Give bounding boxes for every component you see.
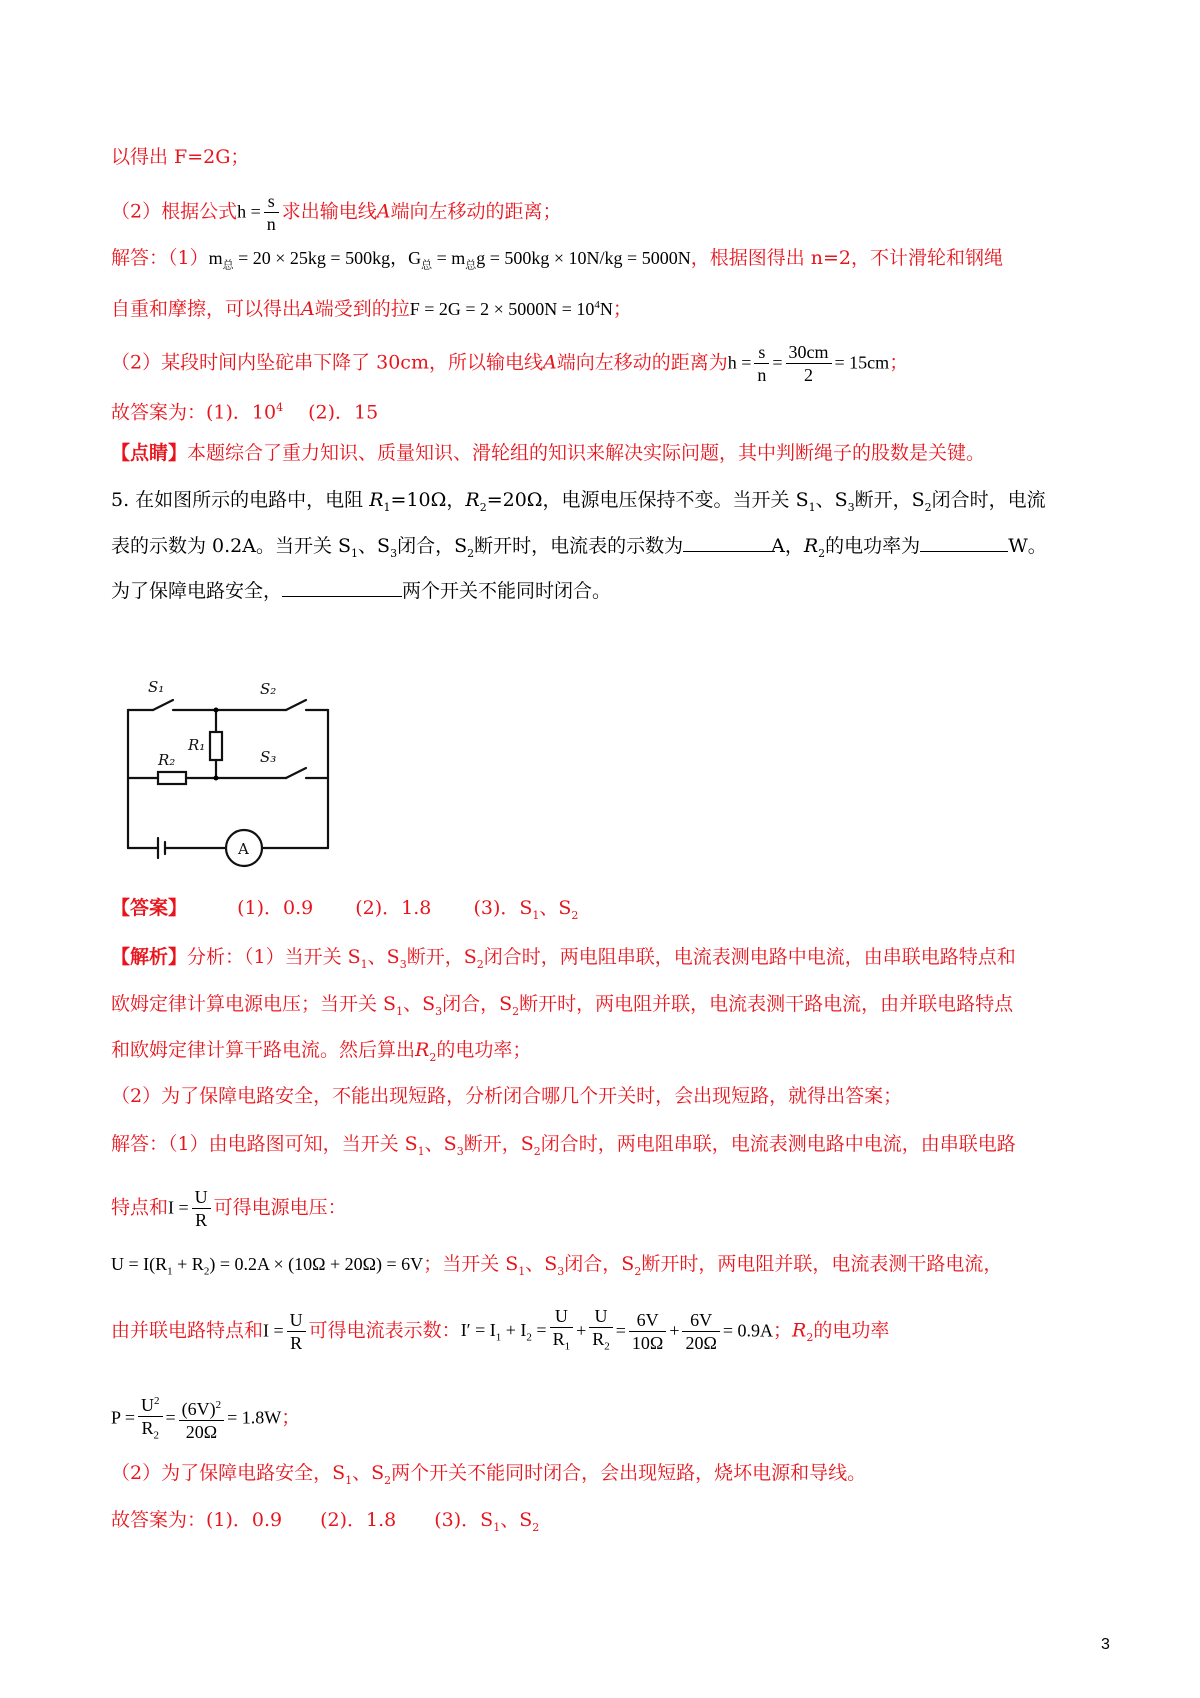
text: ，根据图得出 n=2，不计滑轮和钢绳 xyxy=(690,247,1003,269)
text: ； xyxy=(612,298,632,320)
text-line: 特点和I = $\frac{U}{R}$ 可得电源电压： xyxy=(111,1187,347,1230)
fraction: $\frac{U}{R}$ xyxy=(192,1186,211,1231)
text: 端向左移动的距离； xyxy=(390,200,562,223)
variable: A xyxy=(301,298,315,320)
text: 解答：（1） xyxy=(111,247,209,269)
variable: A xyxy=(542,351,557,374)
text-line: 【解析】分析：（1）当开关 $S_1$、$S_3$断开，$S_2$闭合时，两电阻串联，电流表测电路中电流，由串联电路特点和 xyxy=(111,946,1016,971)
text-line xyxy=(111,395,378,425)
switch-s2 xyxy=(286,700,306,710)
text-line xyxy=(111,1083,902,1109)
formula: = xyxy=(772,352,783,373)
text: 以得出 F=2G； xyxy=(111,146,250,168)
text-line xyxy=(111,245,1003,279)
text: 端向左移动的距离为 xyxy=(556,351,728,374)
resistor-r1 xyxy=(210,732,222,760)
label-s1: S₁ xyxy=(148,678,165,696)
formula: $F = 2G = 2 \times 5000N = 10^4N$ xyxy=(409,299,613,319)
section-tag: 【答案】 xyxy=(111,897,188,919)
text-line: （2）为了保障电路安全，$S_1$、$S_2$两个开关不能同时闭合，会出现短路，烧坏电源和导线。 xyxy=(111,1462,867,1487)
text: (1)．0.9 xyxy=(237,897,314,919)
text: （2）根据公式 xyxy=(111,200,238,223)
label-s2: S₂ xyxy=(260,680,277,698)
question-line: 5. 在如图所示的电路中，电阻 $R_1=10\Omega$，$R_2=20\Omega$，电源电压保持不变。当开关 $S_1$、$S_3$断开，$S_2$闭合时，电流 xyxy=(111,489,1046,514)
text: ； xyxy=(889,351,909,374)
text-line: P = $\frac{U^2}{R_2}$ = $\frac{(6V)^2}{20\Omega}$ = 1.8W； xyxy=(111,1390,300,1447)
formula: $m_总 = 20 \times 25kg = 500kg$，$G_总 = m_总g = 500kg \times 10N/kg = 5000N$ xyxy=(208,248,691,272)
variable: A xyxy=(376,200,391,223)
section-tag: 【解析】 xyxy=(111,946,188,968)
switch-s3 xyxy=(286,768,306,778)
denominator: n xyxy=(266,214,276,234)
answer-blank[interactable] xyxy=(282,578,402,597)
label-r2: R₂ xyxy=(158,751,176,769)
text: (3)．S xyxy=(473,897,533,919)
text: 端受到的拉 xyxy=(314,298,410,320)
text: 自重和摩擦，可以得出 xyxy=(111,298,302,320)
fraction xyxy=(264,190,279,235)
text-line xyxy=(111,440,985,466)
fraction: $\frac{30cm}{2}$ xyxy=(786,341,832,386)
superscript: 4 xyxy=(276,401,284,414)
text-line: 和欧姆定律计算干路电流。然后算出$R_2$的电功率； xyxy=(111,1039,532,1064)
formula: h = xyxy=(237,201,261,222)
text-line: 故答案为：(1)．0.9 (2)．1.8 (3)．$S_1$、$S_2$ xyxy=(111,1509,540,1534)
text-line xyxy=(111,144,249,170)
text: 故答案为：(1)．10 xyxy=(111,401,277,424)
section-tag: 【点睛】 xyxy=(111,442,188,464)
text-line xyxy=(111,292,632,322)
text: （2）某段时间内坠砣串下降了 30cm，所以输电线 xyxy=(111,351,543,374)
text-line: 由并联电路特点和I = $\frac{U}{R}$ 可得电流表示数：$I' = I_1 + I_2$ = $\frac{U}{R_1}$ + $\frac{U}{R_2}$ = $\frac{6V}{10\Omega}$ + $\frac{6V}{20\Omega}$ = 0.9A；$R_2$的电功率 xyxy=(111,1306,890,1353)
text-line: 解答：（1）由电路图可知，当开关 $S_1$、$S_3$断开，$S_2$闭合时，两电阻串联，电流表测电路中电流，由串联电路 xyxy=(111,1133,1016,1158)
formula: h = xyxy=(727,352,752,373)
answer-blank[interactable] xyxy=(683,533,771,552)
question-line: 表的示数为 0.2A。当开关 $S_1$、$S_3$闭合，$S_2$断开时，电流表的示数为 A，$R_2$的电功率为 W。 xyxy=(111,535,1047,560)
formula: = 15cm xyxy=(834,352,890,373)
formula: $U = I(R_1 + R_2) = 0.2A \times (10\Omega + 20\Omega) = 6V$ xyxy=(111,1254,424,1278)
answer-line: 【答案】 (1)．0.9 (2)．1.8 (3)．$S_1$、$S_2$ xyxy=(111,897,579,922)
text-line xyxy=(111,190,562,235)
question-line: 为了保障电路安全， 两个开关不能同时闭合。 xyxy=(111,580,612,602)
text: 本题综合了重力知识、质量知识、滑轮组的知识来解决实际问题，其中判断绳子的股数是关键。 xyxy=(187,442,986,464)
label-ammeter: A xyxy=(238,840,249,858)
text-line xyxy=(111,341,908,386)
text-line: 欧姆定律计算电源电压；当开关 $S_1$、$S_3$闭合，$S_2$断开时，两电阻并联，电流表测干路电流，由并联电路特点 xyxy=(111,993,1014,1018)
fraction: $\frac{s}{n}$ xyxy=(754,341,769,386)
text: (2)．1.8 xyxy=(355,897,432,919)
resistor-r2 xyxy=(158,772,186,784)
switch-s1 xyxy=(153,700,173,710)
text-line: $U = I(R_1 + R_2) = 0.2A \times (10\Omega + 20\Omega) = 6V$；当开关 $S_1$、$S_3$闭合，$S_2$断开时，两电阻并联，电流表测干路电流， xyxy=(111,1253,1003,1278)
answer-blank[interactable] xyxy=(920,533,1008,552)
text: 求出输电线 xyxy=(281,200,377,223)
page-number: 3 xyxy=(1101,1636,1110,1653)
text: (2)．15 xyxy=(283,401,379,424)
label-r1: R₁ xyxy=(188,736,206,754)
numerator: s xyxy=(264,190,279,213)
text: （2）为了保障电路安全，不能出现短路，分析闭合哪几个开关时，会出现短路，就得出答案； xyxy=(111,1085,903,1107)
circuit-diagram xyxy=(118,670,358,870)
label-s3: S₃ xyxy=(260,748,277,766)
